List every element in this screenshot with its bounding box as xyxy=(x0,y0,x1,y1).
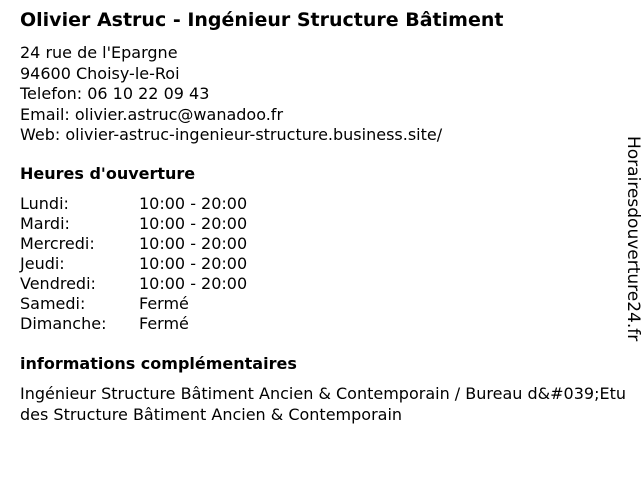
hours-table xyxy=(20,194,247,334)
hours-row-jeudi xyxy=(20,254,247,274)
hours-day: Dimanche: xyxy=(20,314,107,333)
hours-day: Mardi: xyxy=(20,214,70,233)
hours-row-mardi xyxy=(20,214,247,234)
info-heading: informations complémentaires xyxy=(20,354,297,373)
hours-time: 10:00 - 20:00 xyxy=(139,254,248,273)
hours-time: 10:00 - 20:00 xyxy=(139,234,248,253)
hours-time: 10:00 - 20:00 xyxy=(139,194,248,213)
hours-day: Mercredi: xyxy=(20,234,95,253)
web-line: Web: olivier-astruc-ingenieur-structure.business.site/ xyxy=(20,125,443,144)
hours-heading: Heures d'ouverture xyxy=(20,164,196,183)
hours-row-lundi xyxy=(20,194,247,214)
hours-day: Jeudi: xyxy=(20,254,65,273)
hours-row-mercredi xyxy=(20,234,247,254)
hours-row-vendredi xyxy=(20,274,247,294)
hours-row-samedi xyxy=(20,294,247,314)
email-line: Email: olivier.astruc@wanadoo.fr xyxy=(20,104,284,124)
address-street: 24 rue de l'Epargne xyxy=(20,43,178,62)
hours-row-dimanche xyxy=(20,314,247,334)
watermark-text: Horairesdouverture24.fr xyxy=(623,136,643,342)
hours-day: Samedi: xyxy=(20,294,86,313)
address-city: 94600 Choisy-le-Roi xyxy=(20,63,180,83)
hours-time: 10:00 - 20:00 xyxy=(139,214,248,233)
phone-line: Telefon: 06 10 22 09 43 xyxy=(20,84,210,103)
hours-time: 10:00 - 20:00 xyxy=(139,274,248,293)
hours-day: Vendredi: xyxy=(20,274,96,293)
hours-day: Lundi: xyxy=(20,194,69,213)
hours-time: Fermé xyxy=(139,314,189,333)
info-text: Ingénieur Structure Bâtiment Ancien & Contemporain / Bureau d&#039;Etudes Structure Bâtiment Ancien & Contemporain xyxy=(20,384,626,424)
business-title: Olivier Astruc - Ingénieur Structure Bâtiment xyxy=(20,9,504,31)
hours-time: Fermé xyxy=(139,294,189,313)
contact-block xyxy=(20,43,442,146)
